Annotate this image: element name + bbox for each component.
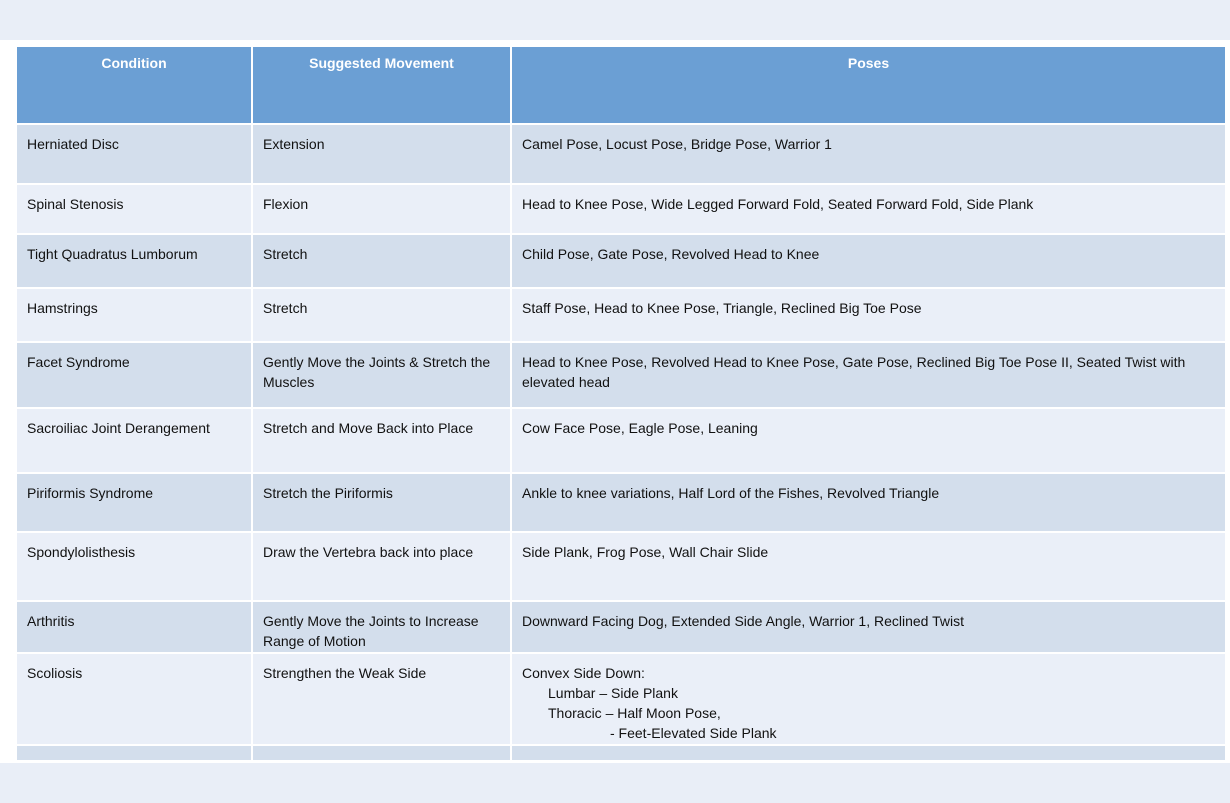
movement-cell: Gently Move the Joints & Stretch the Muscles xyxy=(253,343,512,409)
table-row xyxy=(17,409,1225,474)
page-top-band xyxy=(0,0,1230,40)
poses-cell xyxy=(512,654,1225,746)
pose-line: Thoracic – Half Moon Pose, xyxy=(548,705,721,721)
condition-cell: Spinal Stenosis xyxy=(17,185,253,235)
table-row xyxy=(17,185,1225,235)
table-row xyxy=(17,125,1225,185)
header-poses: Poses xyxy=(512,47,1225,125)
poses-cell: Staff Pose, Head to Knee Pose, Triangle, Reclined Big Toe Pose xyxy=(512,289,1225,343)
table-row xyxy=(17,602,1225,654)
table-row xyxy=(17,289,1225,343)
condition-cell: Piriformis Syndrome xyxy=(17,474,253,533)
poses-cell: Side Plank, Frog Pose, Wall Chair Slide xyxy=(512,533,1225,602)
table-row xyxy=(17,343,1225,409)
table-row xyxy=(17,654,1225,746)
empty-cell xyxy=(512,746,1225,762)
poses-cell: Head to Knee Pose, Revolved Head to Knee Pose, Gate Pose, Reclined Big Toe Pose II, Seated Twist with elevated head xyxy=(512,343,1225,409)
condition-cell: Sacroiliac Joint Derangement xyxy=(17,409,253,474)
movement-cell: Stretch xyxy=(253,235,512,289)
poses-cell: Cow Face Pose, Eagle Pose, Leaning xyxy=(512,409,1225,474)
conditions-table xyxy=(17,47,1225,762)
page-bottom-band xyxy=(0,763,1230,803)
pose-line: Lumbar – Side Plank xyxy=(548,685,678,701)
empty-cell xyxy=(17,746,253,762)
movement-cell: Gently Move the Joints to Increase Range of Motion xyxy=(253,602,512,654)
movement-cell: Stretch and Move Back into Place xyxy=(253,409,512,474)
pose-line: Convex Side Down: xyxy=(522,665,645,681)
poses-cell: Downward Facing Dog, Extended Side Angle, Warrior 1, Reclined Twist xyxy=(512,602,1225,654)
condition-cell: Herniated Disc xyxy=(17,125,253,185)
header-suggested-movement: Suggested Movement xyxy=(253,47,512,125)
movement-cell: Extension xyxy=(253,125,512,185)
condition-cell: Spondylolisthesis xyxy=(17,533,253,602)
table-row xyxy=(17,235,1225,289)
condition-cell: Tight Quadratus Lumborum xyxy=(17,235,253,289)
movement-cell: Draw the Vertebra back into place xyxy=(253,533,512,602)
condition-cell: Scoliosis xyxy=(17,654,253,746)
condition-cell: Arthritis xyxy=(17,602,253,654)
header-condition: Condition xyxy=(17,47,253,125)
poses-cell: Child Pose, Gate Pose, Revolved Head to Knee xyxy=(512,235,1225,289)
condition-cell: Hamstrings xyxy=(17,289,253,343)
table-row-empty xyxy=(17,746,1225,762)
movement-cell: Flexion xyxy=(253,185,512,235)
table-row xyxy=(17,474,1225,533)
movement-cell: Stretch the Piriformis xyxy=(253,474,512,533)
condition-cell: Facet Syndrome xyxy=(17,343,253,409)
movement-cell: Strengthen the Weak Side xyxy=(253,654,512,746)
poses-cell: Camel Pose, Locust Pose, Bridge Pose, Warrior 1 xyxy=(512,125,1225,185)
empty-cell xyxy=(253,746,512,762)
poses-cell: Head to Knee Pose, Wide Legged Forward Fold, Seated Forward Fold, Side Plank xyxy=(512,185,1225,235)
table-row xyxy=(17,533,1225,602)
table-header-row xyxy=(17,47,1225,125)
pose-line: - Feet-Elevated Side Plank xyxy=(610,725,777,741)
poses-cell: Ankle to knee variations, Half Lord of the Fishes, Revolved Triangle xyxy=(512,474,1225,533)
movement-cell: Stretch xyxy=(253,289,512,343)
